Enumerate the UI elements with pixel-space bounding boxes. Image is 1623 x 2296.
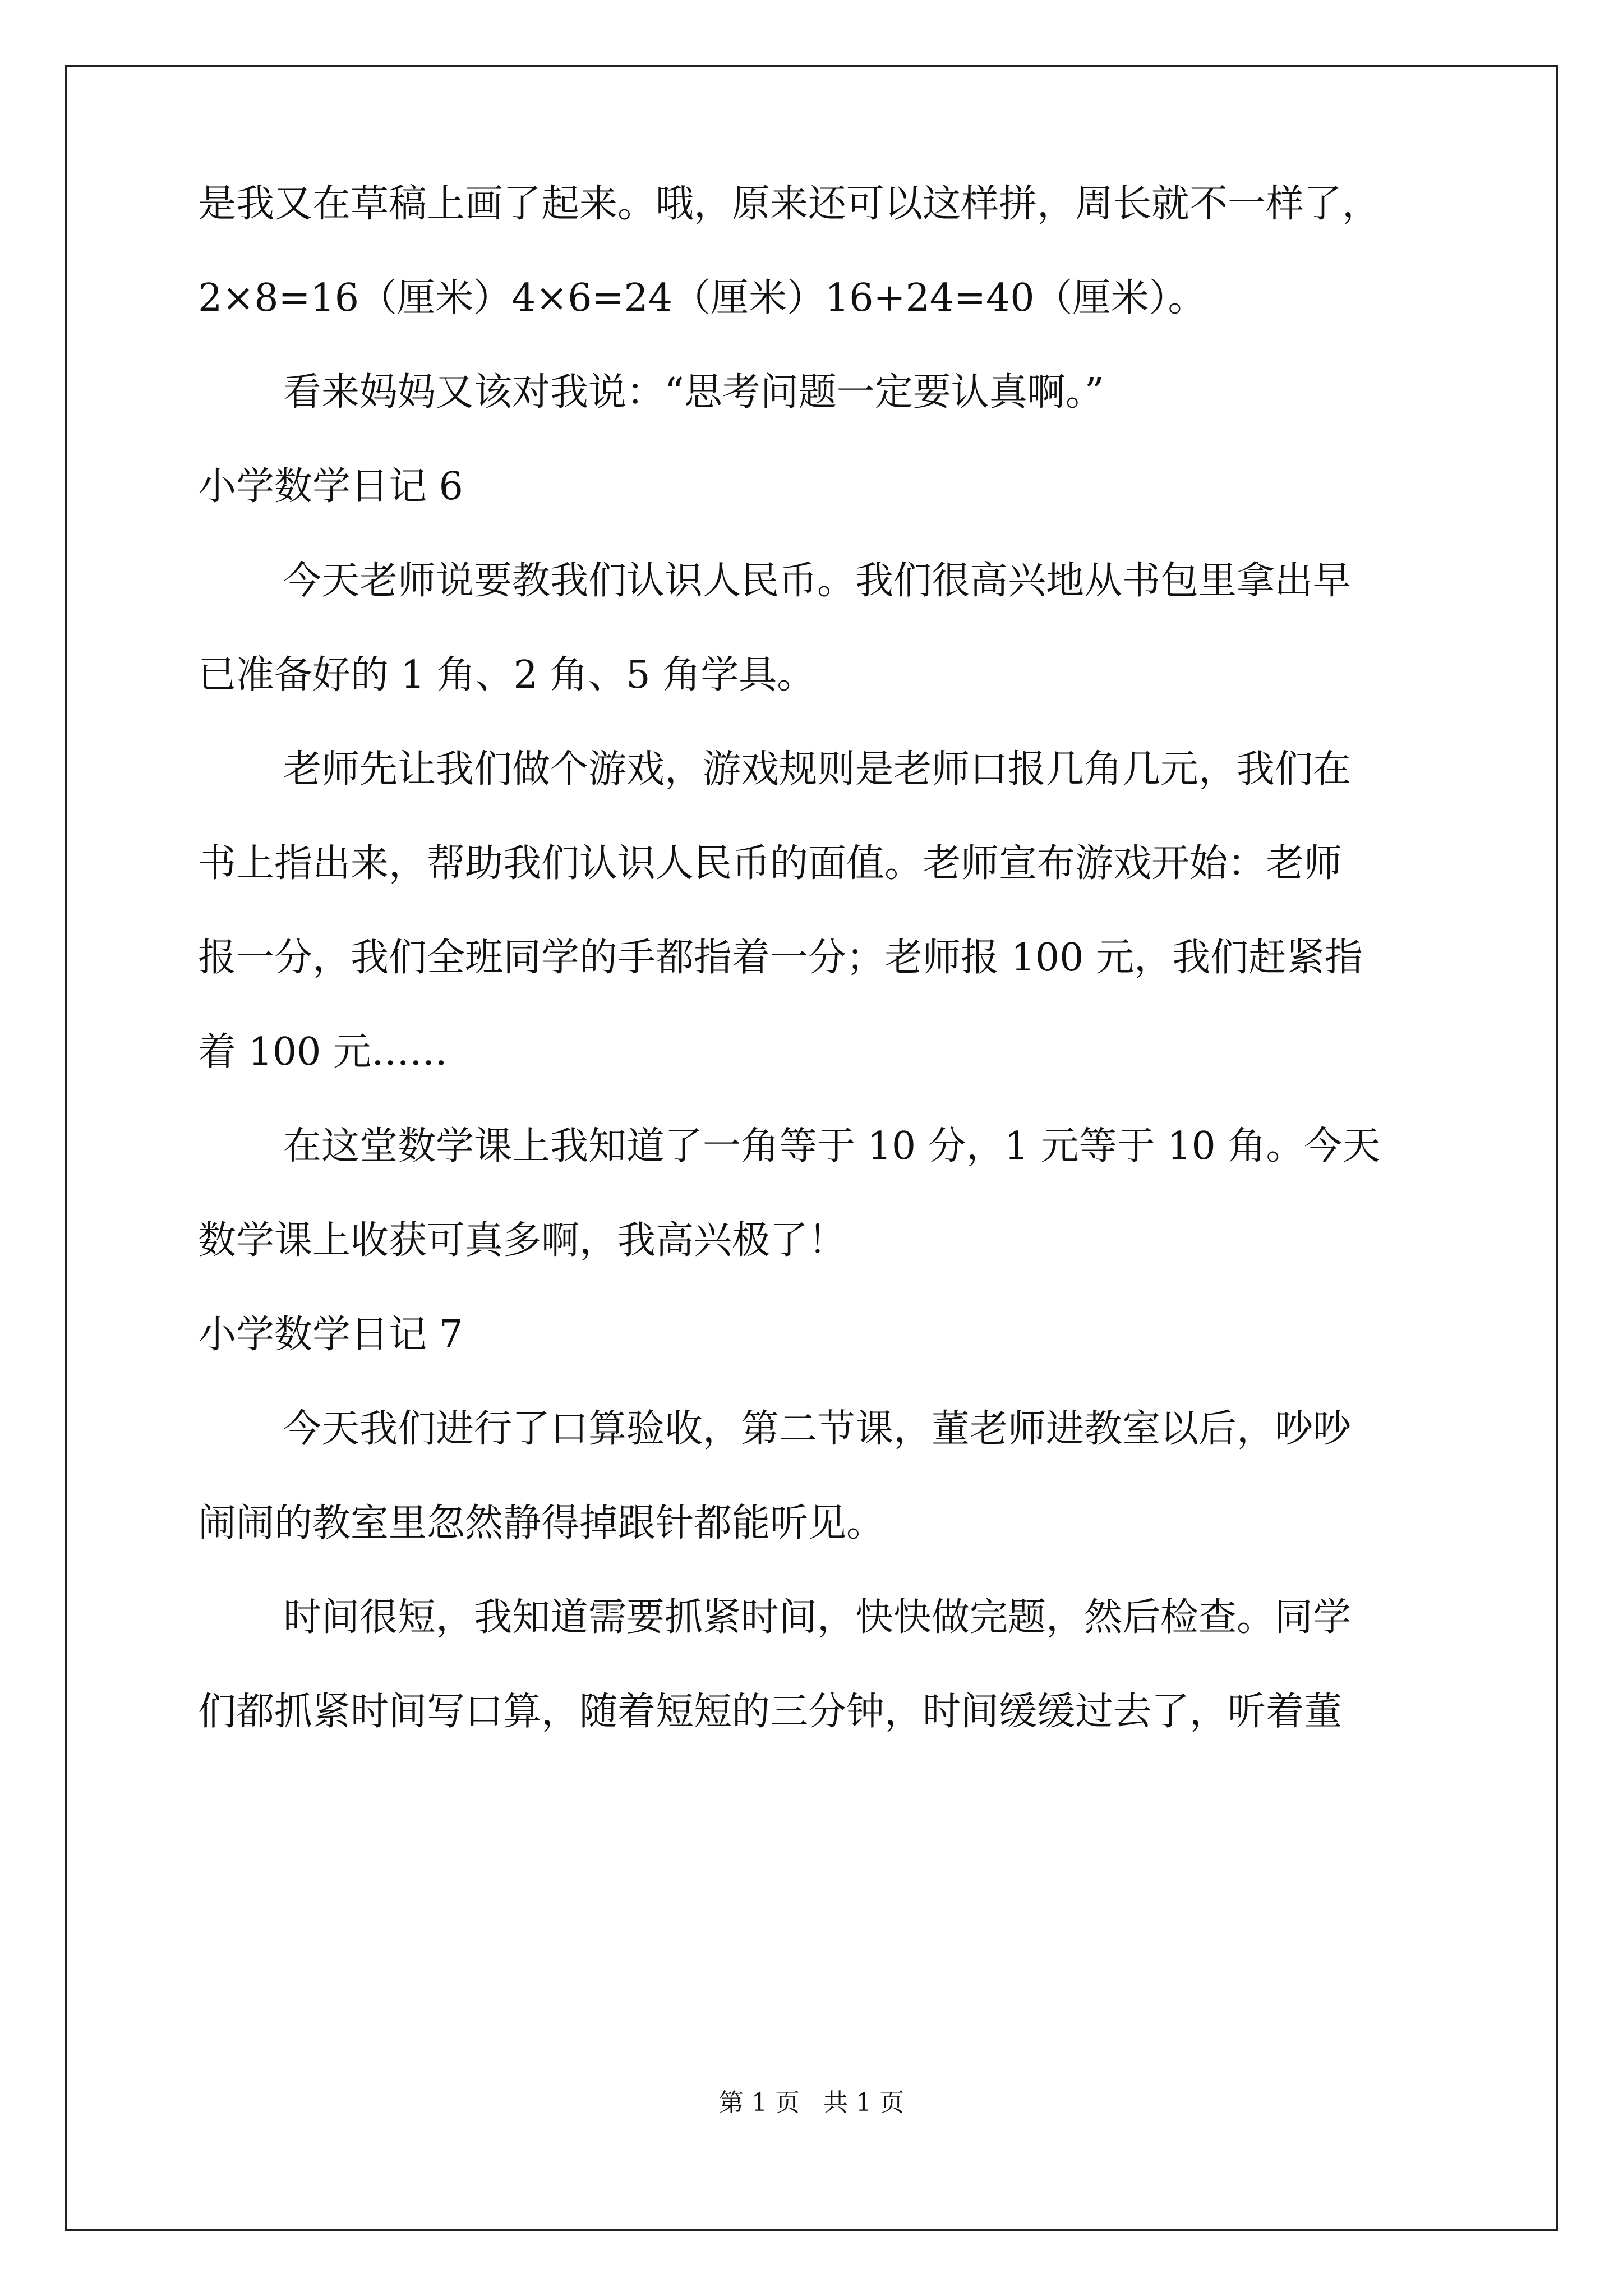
paragraph-line: 看来妈妈又该对我说：“思考问题一定要认真啊。” — [283, 370, 1104, 415]
paragraph-line: 2×8=16（厘米）4×6=24（厘米）16+24=40（厘米）。 — [198, 276, 1206, 320]
page-footer: 第 1 页 共 1 页 — [719, 2088, 904, 2117]
paragraph-line: 闹闹的教室里忽然静得掉跟针都能听见。 — [198, 1501, 885, 1545]
paragraph-line: 在这堂数学课上我知道了一角等于 10 分，1 元等于 10 角。今天 — [283, 1124, 1381, 1168]
document-body — [198, 182, 1443, 1787]
paragraph-line: 们都抓紧时间写口算，随着短短的三分钟，时间缓缓过去了，听着董 — [198, 1690, 1343, 1734]
section-heading: 小学数学日记 6 — [198, 464, 463, 509]
paragraph-line: 是我又在草稿上画了起来。哦，原来还可以这样拼，周长就不一样了， — [198, 182, 1381, 226]
paragraph-line: 老师先让我们做个游戏，游戏规则是老师口报几角几元，我们在 — [283, 747, 1352, 792]
paragraph-line: 时间很短，我知道需要抓紧时间，快快做完题，然后检查。同学 — [283, 1595, 1352, 1640]
paragraph-line: 已准备好的 1 角、2 角、5 角学具。 — [198, 653, 815, 697]
paragraph-line: 数学课上收获可真多啊，我高兴极了！ — [198, 1218, 847, 1263]
paragraph-line: 今天老师说要教我们认识人民币。我们很高兴地从书包里拿出早 — [283, 559, 1352, 603]
paragraph-line: 今天我们进行了口算验收，第二节课，董老师进教室以后，吵吵 — [283, 1407, 1352, 1451]
paragraph-line: 着 100 元…… — [198, 1030, 448, 1074]
section-heading: 小学数学日记 7 — [198, 1313, 463, 1357]
paragraph-line: 书上指出来，帮助我们认识人民币的面值。老师宣布游戏开始：老师 — [198, 841, 1343, 886]
paragraph-line: 报一分，我们全班同学的手都指着一分；老师报 100 元，我们赶紧指 — [198, 936, 1363, 980]
